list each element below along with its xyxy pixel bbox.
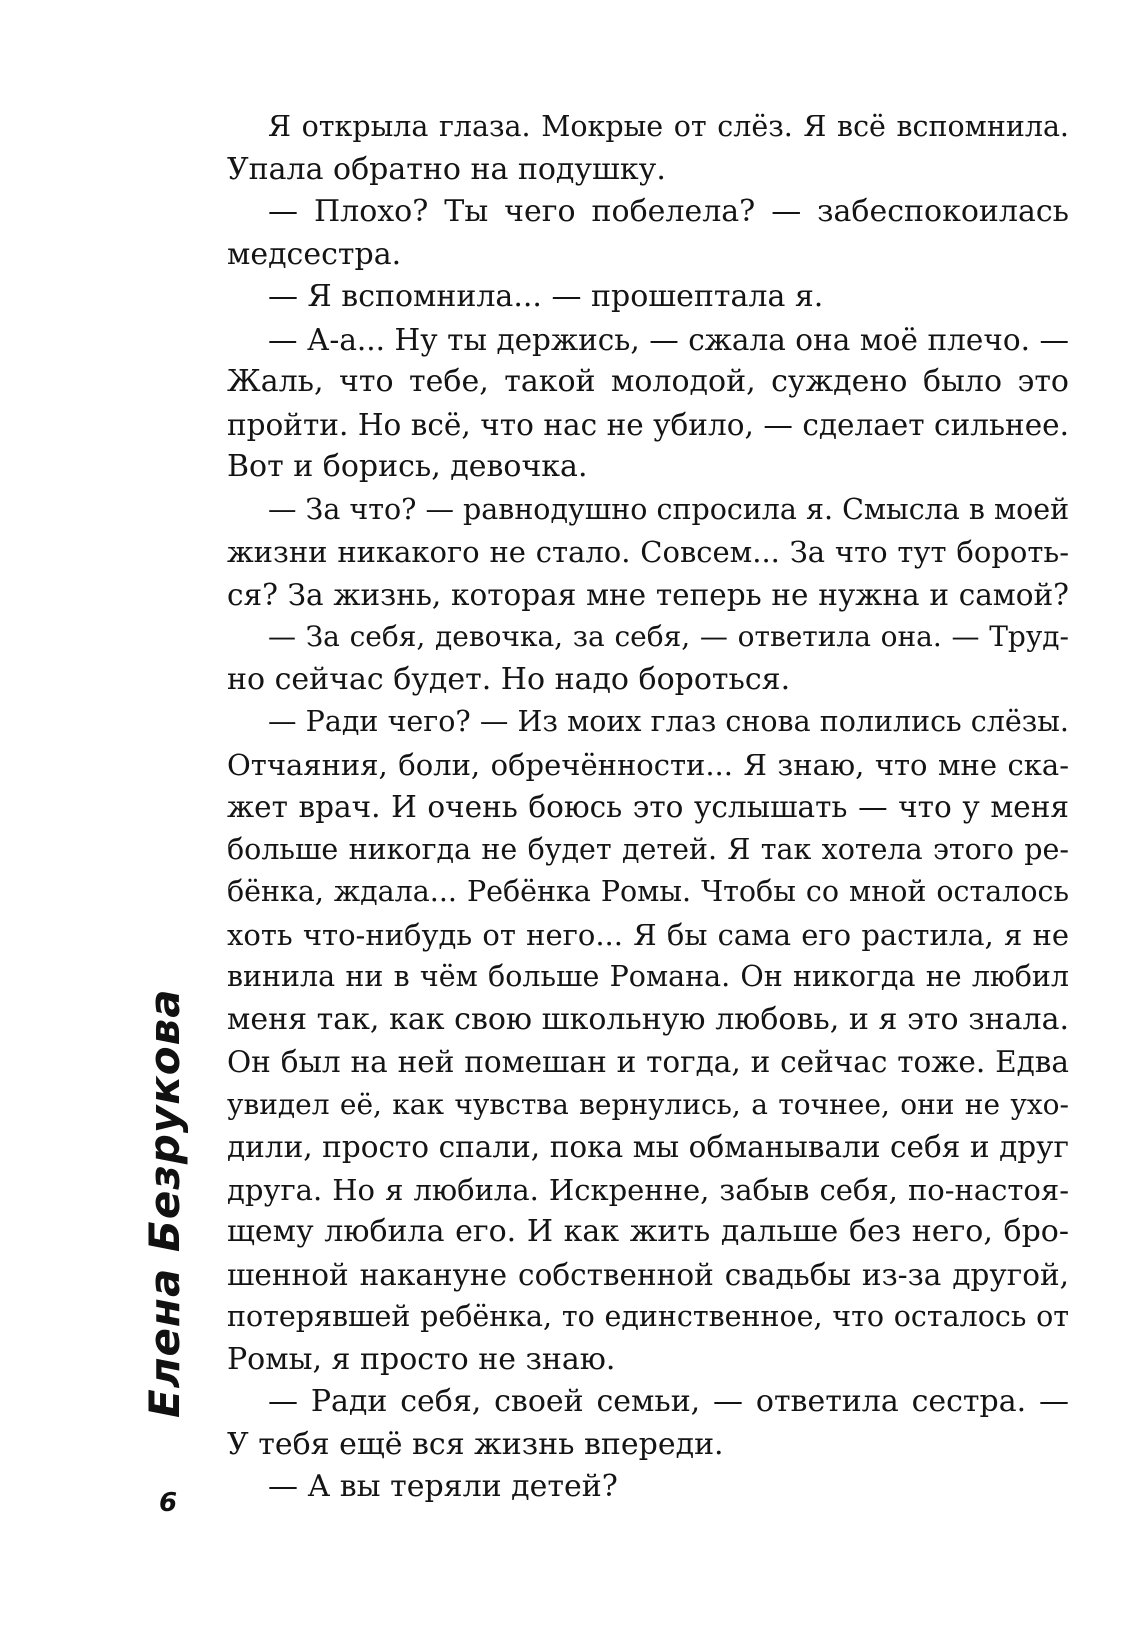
text-line: пройти. Но всё, что нас не убило, — сделает сильнее. <box>227 407 1069 442</box>
author-name: Елена Безрукова <box>140 988 189 1418</box>
text-line: — А-а... Ну ты держись, — сжала она моё плечо. — <box>268 322 1069 357</box>
text-line: жизни никакого не стало. Совсем... За что тут бороть- <box>227 535 1069 569</box>
text-line: — А вы теряли детей? <box>268 1469 618 1504</box>
text-line: хоть что-нибудь от него... Я бы сама его растила, я не <box>227 917 1069 952</box>
text-line: увидел её, как чувства вернулись, а точнее, они не ухо- <box>227 1087 1069 1121</box>
text-line: Он был на ней помешан и тогда, и сейчас тоже. Едва <box>227 1045 1069 1079</box>
text-line: У тебя ещё вся жизнь впереди. <box>227 1426 724 1462</box>
text-line: ся? За жизнь, которая мне теперь не нужна и самой? <box>227 577 1069 612</box>
text-line: — За что? — равнодушно спросила я. Смысла в моей <box>268 492 1070 526</box>
text-line: дили, просто спали, пока мы обманывали себя и друг <box>227 1130 1069 1164</box>
text-line: бёнка, ждала... Ребёнка Ромы. Чтобы со мной осталось <box>227 875 1069 908</box>
text-line: шенной накануне собственной свадьбы из-за другой, <box>227 1257 1069 1292</box>
text-line: медсестра. <box>227 236 402 272</box>
text-line: жет врач. И очень боюсь это услышать — что у меня <box>227 790 1069 824</box>
text-line: больше никогда не будет детей. Я так хотела этого ре- <box>227 832 1069 866</box>
text-line: Ромы, я просто не знаю. <box>227 1341 616 1377</box>
text-line: потерявшей ребёнка, то единственное, что осталось от <box>227 1300 1069 1333</box>
text-line: Я открыла глаза. Мокрые от слёз. Я всё вспомнила. <box>268 110 1069 143</box>
text-line: — Ради себя, своей семьи, — ответила сестра. — <box>268 1384 1069 1419</box>
page-number: 6 <box>159 1488 178 1518</box>
text-line: — Ради чего? — Из моих глаз снова полились слёзы. <box>268 705 1069 738</box>
body-text <box>227 106 1069 1509</box>
text-line: но сейчас будет. Но надо бороться. <box>227 661 791 697</box>
text-line: щему любила его. И как жить дальше без него, бро- <box>227 1214 1069 1249</box>
text-line: — Я вспомнила... — прошептала я. <box>268 279 824 314</box>
text-line: Отчаяния, боли, обречённости... Я знаю, что мне ска- <box>227 747 1069 782</box>
text-line: друга. Но я любила. Искренне, забыв себя, по-настоя- <box>227 1172 1069 1207</box>
text-line: Жаль, что тебе, такой молодой, суждено было это <box>227 364 1069 399</box>
text-line: — Плохо? Ты чего побелела? — забеспокоилась <box>268 194 1069 229</box>
text-line: — За себя, девочка, за себя, — ответила она. — Труд- <box>268 620 1069 653</box>
text-line: Вот и борись, девочка. <box>227 449 588 484</box>
text-line: Упала обратно на подушку. <box>227 151 666 187</box>
text-line: винила ни в чём больше Романа. Он никогда не любил <box>227 960 1069 993</box>
text-line: меня так, как свою школьную любовь, и я это знала. <box>227 1001 1069 1037</box>
